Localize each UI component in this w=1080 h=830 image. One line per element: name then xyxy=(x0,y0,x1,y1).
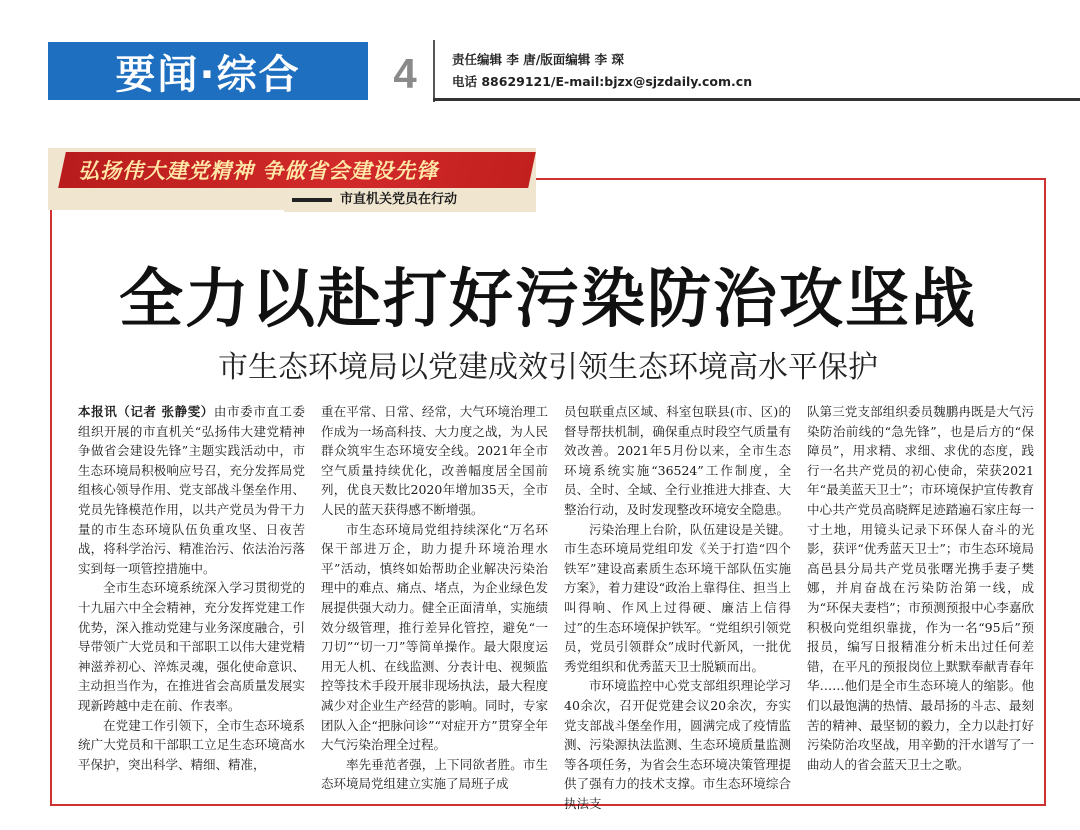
article-headline: 全力以赴打好污染防治攻坚战 xyxy=(119,263,977,337)
article-column-4 xyxy=(807,402,1034,798)
article-paragraph: 市生态环境局党组持续深化“万名环保干部进万企，助力提升环境治理水平”活动，慎终如始帮助企业解决污染治理中的难点、痛点、堵点，为企业绿色发展提供强大动力。健全正面清单，实施绩效分级管理，推行差异化管控，避免“一刀切”“切一刀”等简单操作。最大限度运用无人机、在线监测、分表计电、视频监控等技术手段开展非现场执法，最大程度减少对企业生产经营的影响。同时，专家团队入企“把脉问诊”“对症开方”贯穿全年大气污染治理全过程。 xyxy=(321,521,548,753)
section-label xyxy=(48,42,368,100)
campaign-banner xyxy=(48,148,536,210)
byline: 本报讯（记者 张静雯） xyxy=(78,404,214,419)
article-paragraph: 本报讯（记者 张静雯）由市委市直工委组织开展的市直机关“弘扬伟大建党精神 争做省会建设先锋”主题实践活动中，市生态环境局积极响应号召，充分发挥局党组核心领导作用、党支部战斗堡垒作用、党员先锋模范作用，以共产党员为骨干力量的市生态环境队伍负重攻坚、日夜苦战，将科学治污、精准治污、依法治污落实到每一项管控措施中。 xyxy=(78,404,305,576)
article-paragraph: 员包联重点区域、科室包联县(市、区)的督导帮扶机制，确保重点时段空气质量有效改善。2021年5月份以来，全市生态环境系统实施“36524”工作制度，全员、全时、全域、全行业推进大排查、大整治行动，及时发现整改环境安全隐患。 xyxy=(564,404,791,517)
page-number: 4 xyxy=(393,50,417,97)
article-paragraph: 污染治理上台阶，队伍建设是关键。市生态环境局党组印发《关于打造“四个铁军”建设高素质生态环境干部队伍实施方案》，着力建设“政治上靠得住、担当上叫得响、作风上过得硬、廉洁上信得过”的生态环境保护铁军。“党组织引领党员，党员引领群众”成时代新风，一批优秀党组织和优秀蓝天卫士脱颖而出。 xyxy=(564,521,791,674)
editor-credits: 责任编辑 李 唐/版面编辑 李 琛 xyxy=(452,52,624,67)
section-title: 要闻·综合 xyxy=(115,51,301,98)
article-paragraph: 在党建工作引领下，全市生态环境系统广大党员和干部职工立足生态环境高水平保护，突出科学、精细、精准， xyxy=(78,717,305,772)
article-paragraph: 市环境监控中心党支部组织理论学习40余次，召开促党建会议20余次，夯实党支部战斗堡垒作用，圆满完成了疫情监测、污染源执法监测、生态环境质量监测等各项任务，为省会生态环境决策管理提供了强有力的技术支撑。市生态环境综合执法支 xyxy=(564,678,791,811)
article-paragraph: 全市生态环境系统深入学习贯彻党的十九届六中全会精神，充分发挥党建工作优势，深入推动党建与业务深度融合，引导带领广大党员和干部职工以伟大建党精神滋养初心、淬炼灵魂，强化使命意识、主动担当作为，在推进省会高质量发展实现新跨越中走在前、作表率。 xyxy=(78,580,305,713)
article-column-3 xyxy=(564,402,791,811)
article-column-2 xyxy=(321,402,548,798)
article-paragraph: 重在平常、日常、经常，大气环境治理工作成为一场高科技、大力度之战，为人民群众筑牢生态环境安全线。2021年全市空气质量持续优化，改善幅度居全国前列，优良天数比2020年增加35天，全市人民的蓝天获得感不断增强。 xyxy=(321,404,548,517)
header-rule xyxy=(433,98,1080,101)
banner-subtitle-bar xyxy=(292,198,332,202)
header-divider xyxy=(433,40,435,102)
article-paragraph: 队第三党支部组织委员魏鹏冉既是大气污染防治前线的“急先锋”，也是后方的“保障员”，用求精、求细、求优的态度，践行一名共产党员的初心使命，荣获2021年“最美蓝天卫士”；市环境保护宣传教育中心共产党员高晓辉足迹踏遍石家庄每一寸土地，用镜头记录下环保人奋斗的光影，获评“优秀蓝天卫士”；市生态环境局高邑县分局共产党员张曙光携手妻子樊娜，并肩奋战在污染防治第一线，成为“环保夫妻档”；市预测预报中心李嘉欣积极向党组织靠拢，作为一名“95后”预报员，编写日报精准分析未出过任何差错，在平凡的预报岗位上默默奉献青春年华……他们是全市生态环境人的缩影。他们以最饱满的热情、最昂扬的斗志、最刻苦的精神、最坚韧的毅力，全力以赴打好污染防治攻坚战，用辛勤的汗水谱写了一曲动人的省会蓝天卫士之歌。 xyxy=(807,404,1034,772)
article-subheadline: 市生态环境局以党建成效引领生态环境高水平保护 xyxy=(218,350,878,385)
article-paragraph: 率先垂范者强，上下同欲者胜。市生态环境局党组建立实施了局班子成 xyxy=(321,756,548,792)
page-header xyxy=(0,0,1080,110)
article-column-1 xyxy=(78,402,305,798)
article-body xyxy=(78,402,1034,811)
banner-title: 弘扬伟大建党精神 争做省会建设先锋 xyxy=(78,159,439,183)
banner-subtitle: 市直机关党员在行动 xyxy=(340,192,458,207)
contact-info: 电话 88629121/E-mail:bjzx@sjzdaily.com.cn xyxy=(452,74,753,89)
